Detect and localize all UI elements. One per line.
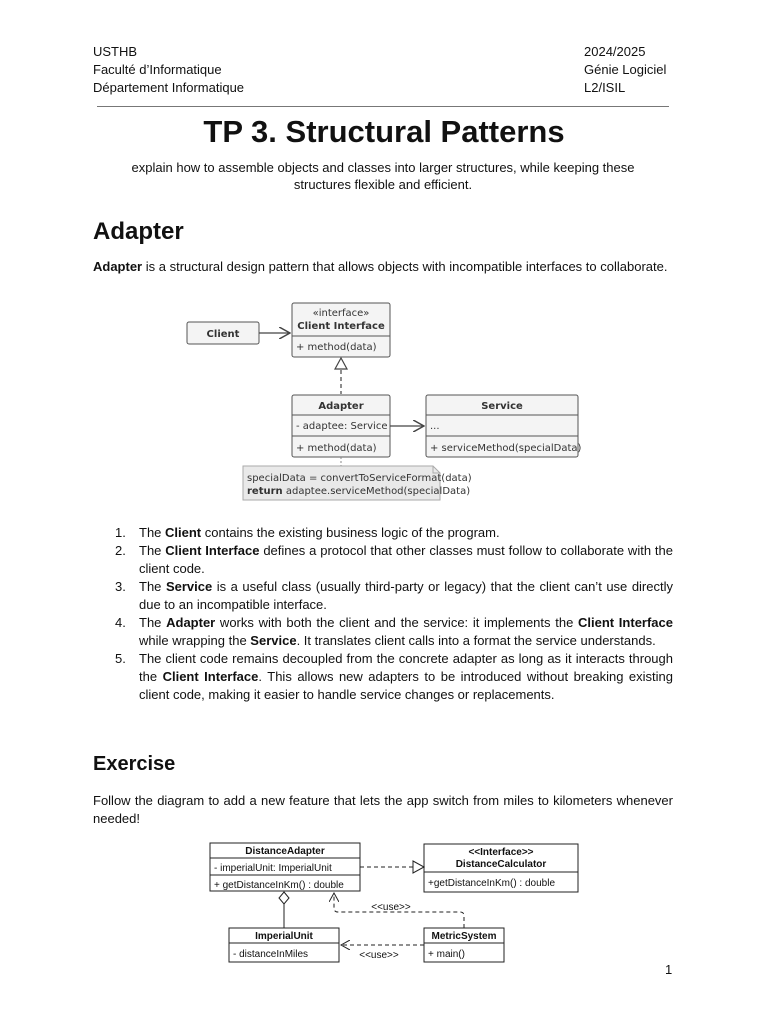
distance-calculator-stereotype: <<Interface>> [468,847,534,858]
distance-calculator-name: DistanceCalculator [455,859,547,870]
client-label: Client [206,329,240,340]
use-label-imperial: <<use>> [359,950,399,961]
service-field: ... [430,421,440,432]
imperial-unit-class [229,928,339,962]
adapter-field: - adaptee: Service [296,421,388,432]
distance-adapter-name: DistanceAdapter [245,846,325,857]
subtitle-line-1: explain how to assemble objects and classes into larger structures, while keeping these [131,160,635,175]
distance-adapter-method: + getDistanceInKm() : double [214,880,344,891]
list-item [93,650,673,704]
list-item-term: Adapter [166,615,216,630]
adapter-heading: Adapter [93,218,184,245]
list-item-text: defines a protocol that other classes must follow to collaborate with the client code. [139,543,673,576]
header-right [584,43,666,97]
adapter-name: Adapter [318,401,364,412]
client-interface-class [292,303,390,357]
adapter-participants-list [93,524,673,704]
adapter-intro-text: is a structural design pattern that allows objects with incompatible interfaces to collaborate. [142,259,668,274]
imperial-unit-field: - distanceInMiles [233,949,309,960]
distance-calculator-interface [424,844,578,892]
adapter-class [292,395,390,457]
client-class [187,322,259,344]
imperial-unit-name: ImperialUnit [255,931,313,942]
list-item-number: 5. [115,651,126,666]
header-left [93,43,244,97]
header-faculty: Faculté d’Informatique [93,62,222,77]
exercise-uml-diagram [205,838,585,968]
list-item-number: 2. [115,543,126,558]
list-item-text: works with both the client and the service: it implements the [215,615,578,630]
header-department: Département Informatique [93,80,245,95]
list-item-text: The [139,543,166,558]
adapter-uml-diagram [180,298,590,504]
metric-system-method: + main() [428,949,465,960]
subtitle-line-2: structures flexible and efficient. [293,177,473,192]
list-item-term: Service [165,579,213,594]
list-item-number: 1. [115,525,126,540]
list-item [93,578,673,614]
note-line-2 [247,486,470,497]
interface-method: + method(data) [296,342,377,353]
service-method: + serviceMethod(specialData) [430,443,582,454]
use-label-adapter: <<use>> [371,902,411,913]
list-item-text: The [139,615,167,630]
realization-arrowhead [335,358,347,369]
page-subtitle [93,159,673,193]
list-item-number: 4. [115,615,126,630]
list-item [93,614,673,650]
list-item-term: Client Interface [165,543,260,558]
header-divider [97,106,669,107]
adapter-intro-bold: Adapter [93,259,143,274]
list-item-text: is a useful class (usually third-party or legacy) that the client can’t use directly due to an incompatible interface. [139,579,673,612]
adapter-intro [93,258,673,276]
distance-adapter-class [210,843,360,891]
aggregation-diamond [279,892,289,904]
note-line-1: specialData = convertToServiceFormat(data) [247,473,472,484]
adapter-code-note [243,466,472,500]
list-item-term: Client Interface [578,615,674,630]
note-return-expression: adaptee.serviceMethod(specialData) [282,486,471,497]
exercise-heading: Exercise [93,753,176,775]
list-item-text: The [139,525,166,540]
header-year: 2024/2025 [584,44,646,59]
list-item-term: Service [250,633,297,648]
exercise-text: Follow the diagram to add a new feature that lets the app switch from miles to kilometers whenever needed! [93,793,673,826]
metric-system-class [424,928,504,962]
list-item-term: Client Interface [162,669,259,684]
service-name: Service [481,401,523,412]
list-item-number: 3. [115,579,126,594]
list-item-text: contains the existing business logic of the program. [201,525,500,540]
interface-stereotype: «interface» [312,308,370,319]
distance-calculator-method: +getDistanceInKm() : double [428,878,556,889]
list-item-text: . It translates client calls into a format the service understands. [296,633,656,648]
list-item [93,524,673,542]
list-item-text: while wrapping the [139,633,251,648]
note-return-keyword: return [247,486,283,497]
list-item-text: . This allows new adapters to be introduced without breaking existing client code, making it easier to handle service changes or replacements. [139,669,674,702]
metric-system-name: MetricSystem [431,931,497,942]
list-item-text: The client code remains decoupled from the concrete adapter as long as it interacts through the [139,651,673,684]
interface-name: Client Interface [297,321,385,332]
list-item [93,542,673,578]
header-university: USTHB [93,44,138,59]
header-course: Génie Logiciel [584,62,667,77]
distance-adapter-field: - imperialUnit: ImperialUnit [214,863,332,874]
page-number: 1 [665,962,673,977]
realization-arrowhead-2 [413,861,424,873]
list-item-text: The [139,579,166,594]
service-class [426,395,582,457]
header-level: L2/ISIL [584,80,626,95]
page-title: TP 3. Structural Patterns [203,114,565,149]
list-item-term: Client [165,525,202,540]
adapter-method: + method(data) [296,443,377,454]
